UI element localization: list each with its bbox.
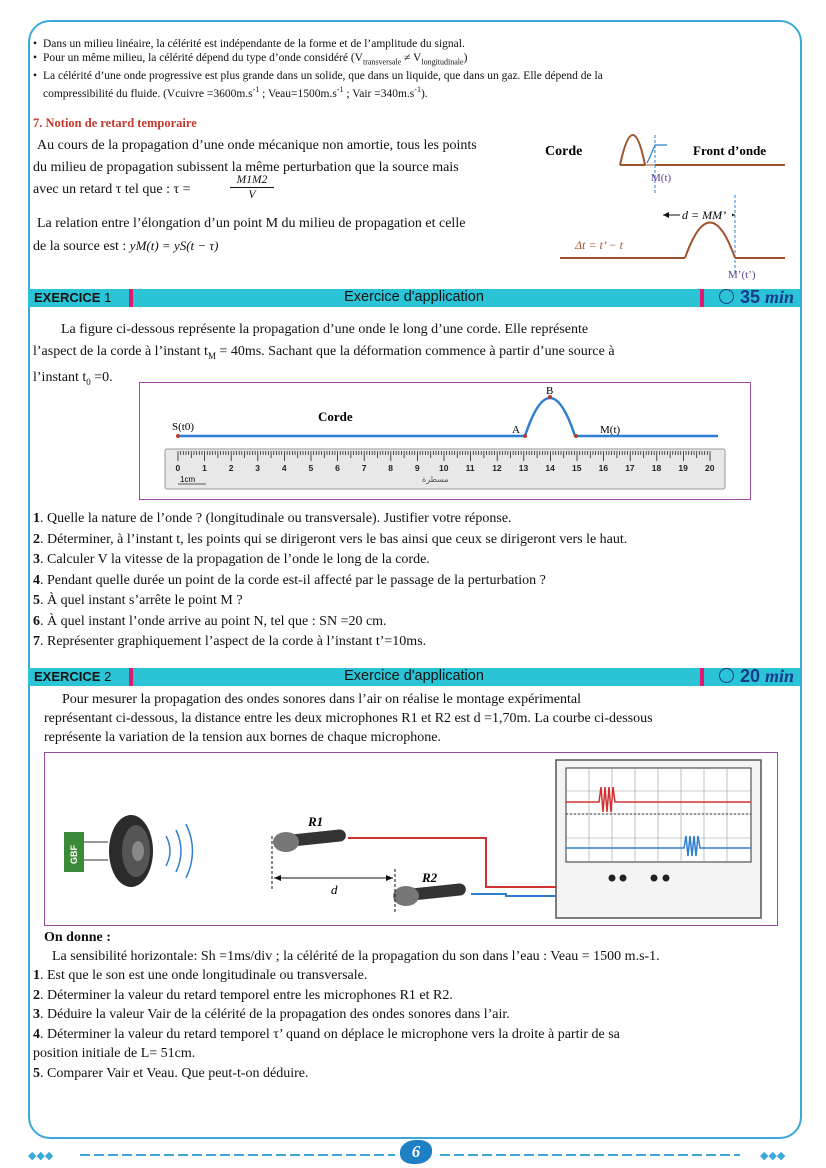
ruler-tick-label: 17 bbox=[625, 463, 635, 473]
question-number: 2 bbox=[33, 987, 40, 1003]
source-label: S(t0) bbox=[172, 421, 194, 433]
question-number: 4 bbox=[33, 572, 40, 588]
exercise-1-header bbox=[28, 289, 800, 307]
question-item bbox=[33, 550, 803, 571]
question-number: 4 bbox=[33, 1026, 40, 1042]
accent-mark bbox=[700, 289, 704, 307]
question-item bbox=[33, 632, 803, 653]
wave-front-figure bbox=[545, 125, 795, 285]
r1-label: R1 bbox=[308, 814, 324, 829]
ruler-tick-label: 2 bbox=[228, 463, 234, 473]
exercise-2-header bbox=[28, 668, 800, 686]
ruler-tick-label: 3 bbox=[255, 463, 261, 473]
ruler-tick-label: 1 bbox=[202, 463, 207, 473]
ruler-tick-label: 8 bbox=[388, 463, 394, 473]
exercise-label: EXERCICE 1 bbox=[34, 290, 112, 305]
question-number: 6 bbox=[33, 613, 40, 629]
bullet-list bbox=[33, 37, 793, 101]
question-item bbox=[33, 591, 803, 612]
ruler-tick-label: 5 bbox=[308, 463, 314, 473]
accent-mark bbox=[129, 289, 133, 307]
distance-label: d bbox=[331, 882, 338, 897]
question-number: 2 bbox=[33, 531, 40, 547]
section7-text: Au cours de la propagation d’une onde mécanique non amortie, tous les points du milieu de propagation subissent la même perturbation que la source mais avec un retard τ tel que : τ = M1M2 V La relation entre l’élongation d’un point M du milieu de propagation et celle de la source est : yM(t) = yS(t − τ) bbox=[33, 138, 477, 254]
ex1-intro: La figure ci-dessous représente la propagation d’une onde le long d’une corde. Elle représente l’aspect de la corde à l’instant $t_M = 40ms$. Sachant que la déformation commence à partir d’une source à l’instant $t_0 =0$. bbox=[33, 322, 615, 387]
ruler-tick-label: 11 bbox=[465, 463, 475, 473]
question-item bbox=[33, 530, 803, 551]
ruler-tick-label: 19 bbox=[678, 463, 688, 473]
question-text: . Quelle la nature de l’onde ? (longitudinale ou transversale). Justifier votre réponse. bbox=[40, 511, 512, 526]
section-title: 7. Notion de retard temporaire bbox=[33, 116, 197, 130]
exercise-2-questions bbox=[33, 966, 803, 1083]
ruler-word: مسطرة bbox=[422, 475, 449, 484]
ruler-tick-label: 15 bbox=[572, 463, 582, 473]
question-item bbox=[33, 571, 803, 592]
ruler-tick-label: 4 bbox=[281, 463, 287, 473]
exercise-title: Exercice d'application bbox=[344, 289, 484, 305]
tau-fraction: M1M2 V bbox=[230, 173, 274, 202]
question-number: 5 bbox=[33, 593, 40, 608]
bullet-item: • Dans un milieu linéaire, la célérité est indépendante de la forme et de l’amplitude du signal. bbox=[33, 38, 465, 50]
ruler-tick-label: 16 bbox=[598, 463, 609, 473]
point-a-label: A bbox=[512, 424, 520, 436]
exercise-label: EXERCICE 2 bbox=[34, 669, 112, 684]
r2-label: R2 bbox=[422, 870, 438, 885]
ruler-tick-label: 12 bbox=[492, 463, 502, 473]
gbf-label: GBF bbox=[69, 845, 79, 864]
point-b-label: B bbox=[546, 385, 554, 397]
question-text: . À quel instant s’arrête le point M ? bbox=[40, 593, 243, 608]
point-m-label: M(t) bbox=[600, 424, 621, 436]
m-label: M(t) bbox=[651, 172, 672, 184]
ruler-tick-label: 13 bbox=[518, 463, 529, 473]
ruler-tick-label: 0 bbox=[175, 463, 181, 473]
corde-label: Corde bbox=[318, 409, 353, 424]
ruler-tick-label: 18 bbox=[651, 463, 662, 473]
ex2-intro: Pour mesurer la propagation des ondes sonores dans l’air on réalise le montage expérimental représentant ci-dessous, la distance entre les deux microphones R1 et R2 est d =1,70m. La courbe ci-dessous représente la variation de la tension aux bornes de chaque microphone. bbox=[44, 692, 653, 745]
ruler-tick-label: 20 bbox=[705, 463, 715, 473]
question-text: . Comparer Vair et Veau. Que peut-t-on déduire. bbox=[40, 1065, 309, 1081]
ruler-tick-label: 7 bbox=[361, 463, 367, 473]
wave-pulse-2 bbox=[685, 223, 735, 259]
exercise-title: Exercice d'application bbox=[344, 668, 484, 684]
corde-figure bbox=[150, 385, 740, 497]
exercise-1-questions bbox=[33, 509, 803, 653]
question-text: . Représenter graphiquement l’aspect de la corde à l’instant t’=10ms. bbox=[40, 634, 427, 649]
dt-label: Δt = t’ − t bbox=[575, 238, 623, 252]
question-item bbox=[33, 1044, 803, 1064]
ruler-tick-label: 14 bbox=[545, 463, 555, 473]
question-item bbox=[33, 612, 803, 633]
experiment-figure bbox=[46, 754, 776, 922]
front-label: Front d’onde bbox=[693, 143, 767, 158]
question-text: . À quel instant l’onde arrive au point N, tel que : SN =20 cm. bbox=[40, 613, 387, 629]
question-item bbox=[33, 1005, 803, 1025]
m2-label: M’(t’) bbox=[728, 269, 756, 281]
wave-pulse-1 bbox=[620, 135, 645, 165]
question-number: 3 bbox=[33, 552, 40, 567]
exercise-duration: 35 min bbox=[719, 287, 794, 308]
question-item bbox=[33, 1064, 803, 1084]
corde-label: Corde bbox=[545, 144, 583, 159]
question-item bbox=[33, 966, 803, 986]
ruler-tick-label: 10 bbox=[439, 463, 449, 473]
footer-ornament-left: ◆◆◆ bbox=[28, 1149, 54, 1162]
question-item bbox=[33, 986, 803, 1006]
question-text: . Calculer V la vitesse de la propagation de l’onde le long de la corde. bbox=[40, 552, 430, 567]
question-number: 1 bbox=[33, 968, 40, 983]
question-text: . Déduire la valeur Vair de la célérité de la propagation des ondes sonores dans l’air. bbox=[40, 1007, 510, 1022]
question-text: . Est que le son est une onde longitudinale ou transversale. bbox=[40, 968, 368, 983]
bullet-item: • Pour un même milieu, la célérité dépend du type d’onde considéré $(V_{transversale} \ne V_{longitudinale})$ bbox=[33, 52, 468, 67]
question-number: 3 bbox=[33, 1007, 40, 1022]
d-label: d = MM’ bbox=[682, 208, 727, 222]
clock-icon bbox=[719, 289, 734, 304]
clock-icon bbox=[719, 668, 734, 683]
ruler-unit-label: 1cm bbox=[180, 475, 196, 484]
accent-mark bbox=[129, 668, 133, 686]
exercise-duration: 20 min bbox=[719, 666, 794, 687]
page-number: 6 bbox=[400, 1140, 432, 1164]
question-item bbox=[33, 1025, 803, 1045]
question-number: 5 bbox=[33, 1065, 40, 1081]
bullet-item: • La célérité d’une onde progressive est plus grande dans un solide, que dans un liquide, que dans un gaz. Elle dépend de la compressibilité du fluide. (Vcuivre $=3600m.s^{-1}$ ; $Veau=1500m.s^{-1}$ ; Vair $=340m.s^{-1}$). bbox=[33, 70, 603, 101]
question-item bbox=[33, 509, 803, 530]
question-number: 7 bbox=[33, 634, 40, 649]
question-text: . Pendant quelle durée un point de la corde est-il affecté par le passage de la perturbation ? bbox=[40, 572, 546, 588]
given-data: On donne : La sensibilité horizontale: Sh =1ms/div ; la célérité de la propagation du son dans l’eau : Veau = 1500 m.s-1. bbox=[44, 930, 660, 964]
ruler-tick-label: 9 bbox=[414, 463, 420, 473]
accent-mark bbox=[700, 668, 704, 686]
footer-line-left bbox=[80, 1154, 395, 1156]
question-text: position initiale de L= 51cm. bbox=[33, 1046, 196, 1061]
question-text: . Déterminer la valeur du retard temporel entre les microphones R1 et R2. bbox=[40, 987, 453, 1003]
question-text: . Déterminer la valeur du retard temporel τ’ quand on déplace le microphone vers la droite à partir de sa bbox=[40, 1026, 620, 1042]
question-number: 1 bbox=[33, 511, 40, 526]
footer-line-right bbox=[440, 1154, 740, 1156]
footer-ornament-right: ◆◆◆ bbox=[760, 1149, 786, 1162]
question-text: . Déterminer, à l’instant t, les points qui se dirigeront vers le bas ainsi que ceux se dirigeront vers le haut. bbox=[40, 531, 628, 547]
ruler-tick-label: 6 bbox=[335, 463, 340, 473]
